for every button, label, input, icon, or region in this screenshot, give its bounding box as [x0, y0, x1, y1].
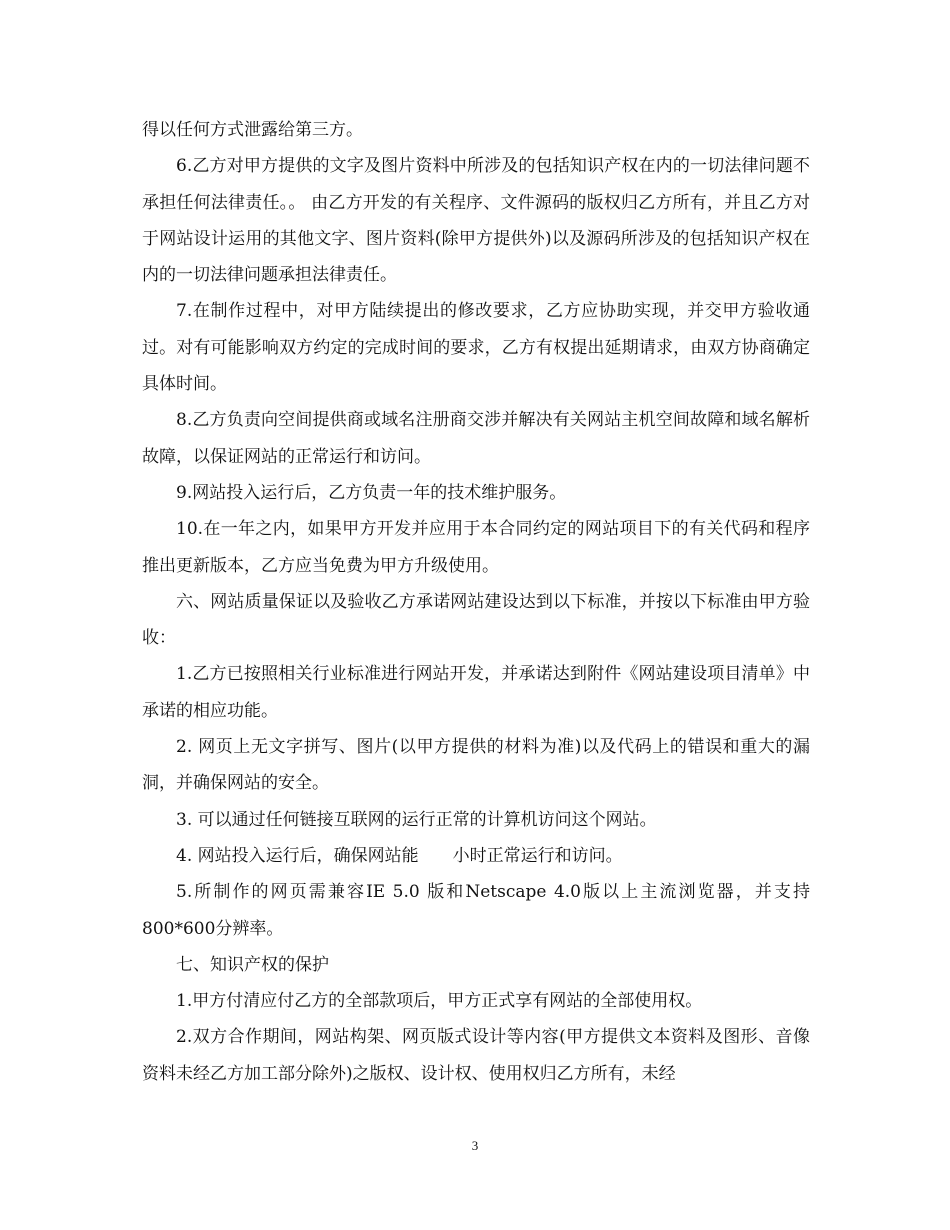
- paragraph: 7.在制作过程中，对甲方陆续提出的修改要求，乙方应协助实现，并交甲方验收通过。对有可能影响双方约定的完成时间的要求，乙方有权提出延期请求，由双方协商确定具体时间。: [142, 301, 810, 395]
- document-body: [142, 112, 810, 1092]
- paragraph: 2.双方合作期间，网站构架、网页版式设计等内容(甲方提供文本资料及图形、音像资料未经乙方加工部分除外)之版权、设计权、使用权归乙方所有，未经: [142, 1027, 810, 1084]
- section-heading: 六、网站质量保证以及验收乙方承诺网站建设达到以下标准，并按以下标准由甲方验收：: [142, 591, 810, 649]
- page-number: 3: [471, 1138, 479, 1153]
- paragraph: 3. 可以通过任何链接互联网的运行正常的计算机访问这个网站。: [176, 809, 657, 830]
- paragraph: 10.在一年之内，如果甲方开发并应用于本合同约定的网站项目下的有关代码和程序推出更新版本，乙方应当免费为甲方升级使用。: [142, 519, 810, 576]
- paragraph: 4. 网站投入运行后，确保网站能 小时正常运行和访问。: [176, 845, 623, 866]
- paragraph: 2. 网页上无文字拼写、图片(以甲方提供的材料为准)以及代码上的错误和重大的漏洞，并确保网站的安全。: [142, 737, 810, 794]
- section-heading: 七、知识产权的保护: [176, 954, 329, 975]
- paragraph: 8.乙方负责向空间提供商或域名注册商交涉并解决有关网站主机空间故障和域名解析故障，以保证网站的正常运行和访问。: [142, 410, 810, 467]
- paragraph: 1.乙方已按照相关行业标准进行网站开发，并承诺达到附件《网站建设项目清单》中承诺的相应功能。: [142, 664, 810, 721]
- paragraph: 6.乙方对甲方提供的文字及图片资料中所涉及的包括知识产权在内的一切法律问题不承担任何法律责任。。 由乙方开发的有关程序、文件源码的版权归乙方所有，并且乙方对于网站设计运用的其他文字、图片资料(除甲方提供外)以及源码所涉及的包括知识产权在内的一切法律问题承担法律责任。: [142, 156, 810, 286]
- paragraph: 1.甲方付清应付乙方的全部款项后，甲方正式享有网站的全部使用权。: [176, 991, 703, 1012]
- paragraph: 9.网站投入运行后，乙方负责一年的技术维护服务。: [176, 482, 567, 503]
- paragraph: 5.所制作的网页需兼容IE 5.0 版和Netscape 4.0版以上主流浏览器，并支持800*600分辨率。: [142, 882, 810, 939]
- paragraph: 得以任何方式泄露给第三方。: [142, 120, 363, 140]
